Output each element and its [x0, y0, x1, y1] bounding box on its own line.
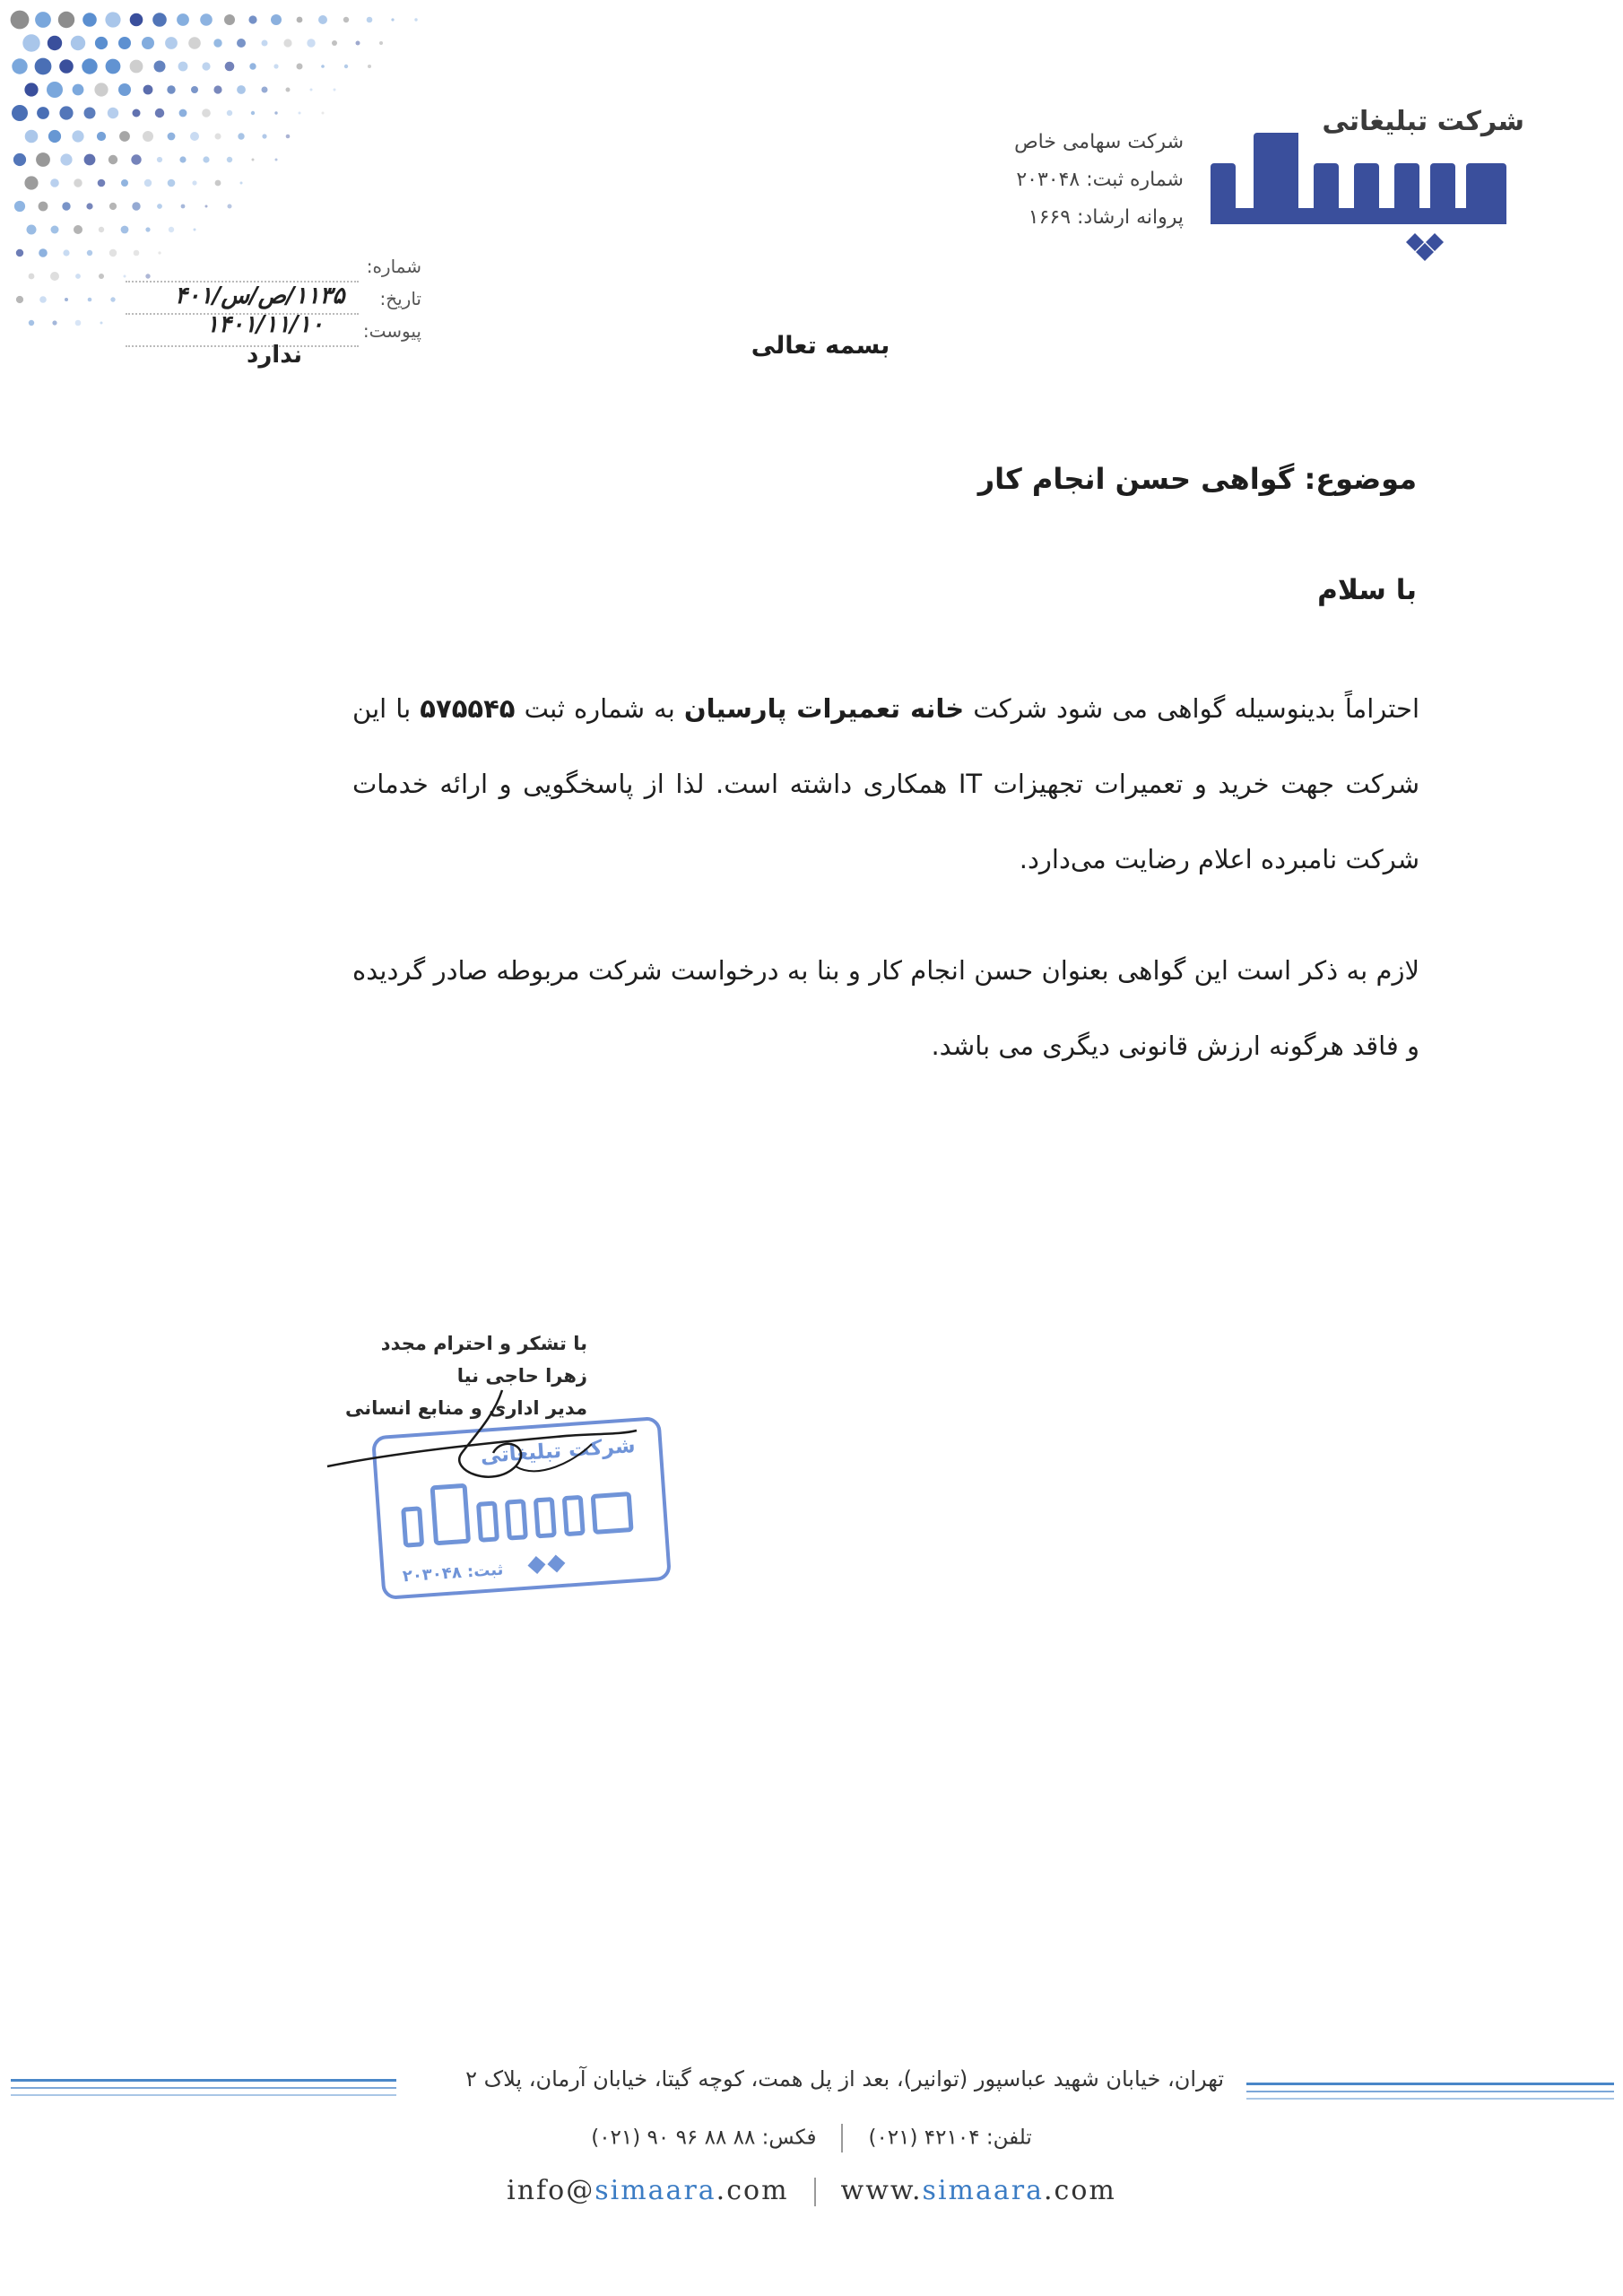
- decorative-dot: [168, 179, 176, 187]
- decorative-dot: [133, 109, 141, 117]
- decorative-dot: [262, 40, 268, 47]
- decorative-dot: [286, 135, 291, 139]
- decorative-dot: [202, 62, 210, 70]
- stamp-company: شرکت تبلیغاتی: [479, 1434, 637, 1469]
- decorative-dot: [14, 201, 25, 212]
- decorative-dot: [72, 130, 83, 142]
- invocation: بسمه تعالی: [751, 332, 890, 360]
- decorative-dot: [109, 203, 117, 210]
- company-name-bold: خانه تعمیرات پارسیان: [683, 693, 965, 724]
- decorative-dot: [95, 37, 108, 49]
- decorative-dot: [121, 226, 129, 234]
- decorative-dot: [181, 204, 186, 209]
- signature-closing: با تشکر و احترام مجدد: [380, 1333, 587, 1354]
- decorative-dot: [24, 83, 38, 96]
- decorative-dot: [157, 157, 162, 162]
- decorative-dot: [215, 134, 221, 140]
- decorative-dot: [71, 36, 85, 50]
- decorative-dot: [167, 85, 175, 93]
- footer-phone: تلفن: ۴۲۱۰۴ (۰۲۱): [868, 2126, 1032, 2150]
- footer-address: تهران، خیابان شهید عباسپور (توانیر)، بعد از پل همت، کوچه گیتا، خیابان آرمان، پلاک ۲: [465, 2066, 1224, 2092]
- signature-title: مدیر اداری و منابع انسانی: [344, 1397, 587, 1419]
- decorative-dot: [190, 132, 199, 141]
- decorative-dot: [225, 62, 235, 72]
- decorative-dot: [155, 109, 164, 117]
- decorative-dot: [22, 34, 39, 51]
- decorative-dot: [228, 204, 232, 209]
- decorative-dot: [179, 156, 186, 162]
- decorative-dot: [273, 64, 278, 68]
- decorative-dot: [82, 58, 97, 74]
- decorative-dot: [87, 250, 92, 256]
- decorative-dot: [152, 13, 167, 27]
- decorative-dot: [59, 59, 74, 74]
- company-tagline: شرکت تبلیغاتی: [1322, 106, 1524, 137]
- decorative-dot: [65, 298, 68, 301]
- decorative-dot: [74, 225, 82, 234]
- decorative-dot: [310, 89, 313, 91]
- decorative-dot: [94, 83, 108, 96]
- decorative-dot: [262, 134, 266, 138]
- decorative-dot: [213, 39, 221, 47]
- decorative-dot: [35, 58, 52, 75]
- decorative-dot: [51, 226, 59, 234]
- decorative-dot: [299, 112, 301, 115]
- decorative-dot: [213, 85, 221, 93]
- decorative-dot: [58, 12, 74, 28]
- decorative-dot: [130, 60, 143, 74]
- decorative-dot: [108, 155, 117, 164]
- decorative-dot: [194, 229, 196, 231]
- decorative-dot: [73, 84, 84, 96]
- decorative-dot: [74, 178, 82, 187]
- meta-number-value: ۱۱۳۵/ص/س/۴۰۱: [175, 283, 345, 309]
- decorative-dot: [227, 157, 232, 162]
- meta-attachment-label: پیوست:: [362, 320, 421, 342]
- decorative-dot: [119, 131, 130, 142]
- decorative-dot: [106, 59, 121, 74]
- company-license: پروانه ارشاد: ۱۶۶۹: [1028, 206, 1184, 229]
- decorative-dot: [12, 105, 28, 121]
- decorative-dot: [334, 89, 336, 91]
- decorative-dot: [35, 12, 51, 28]
- company-registration: شماره ثبت: ۲۰۳۰۴۸: [1016, 169, 1184, 191]
- footer-rule-left: [11, 2079, 396, 2100]
- decorative-dot: [237, 39, 246, 48]
- meta-date-label: تاریخ:: [379, 288, 421, 309]
- decorative-dot: [177, 13, 189, 26]
- decorative-dot: [215, 180, 221, 187]
- decorative-dot: [98, 179, 106, 187]
- decorative-dot: [169, 227, 174, 232]
- decorative-dot: [154, 61, 166, 73]
- decorative-dot: [16, 249, 23, 257]
- decorative-dot: [24, 176, 38, 189]
- stamp-diamonds-icon: [518, 1551, 574, 1578]
- decorative-dot: [63, 249, 69, 256]
- decorative-dot: [238, 133, 244, 139]
- registration-number-bold: ۵۷۵۵۴۵: [420, 693, 516, 724]
- company-type: شرکت سهامی خاص: [1014, 131, 1184, 153]
- decorative-dot: [414, 18, 417, 21]
- paragraph-1: احتراماً بدینوسیله گواهی می شود شرکت خانه تعمیرات پارسیان به شماره ثبت ۵۷۵۵۴۵ با این شرکت جهت خرید و تعمیرات تجهیزات IT همکاری داشته است. لذا از پاسخگویی و ارائه خدمات شرکت نامبرده اعلام رضایت می‌دارد.: [352, 693, 1420, 874]
- footer-separator: [841, 2124, 843, 2152]
- meta-attachment-value: ندارد: [247, 342, 303, 369]
- decorative-dot: [132, 202, 140, 210]
- logo-text: سیما آرا: [1202, 94, 1251, 111]
- decorative-dot: [262, 87, 268, 93]
- decorative-dot: [321, 65, 325, 68]
- decorative-dot: [99, 227, 104, 232]
- decorative-dot: [37, 107, 49, 119]
- decorative-dot: [50, 272, 59, 281]
- decorative-dot: [59, 106, 73, 119]
- paragraph-2: لازم به ذکر است این گواهی بعنوان حسن انجام کار و بنا به درخواست شرکت مربوطه صادر گردیده و فاقد هرگونه ارزش قانونی دیگری می باشد.: [352, 955, 1419, 1061]
- decorative-dot: [144, 179, 152, 187]
- decorative-dot: [251, 111, 255, 115]
- decorative-dot: [62, 202, 70, 210]
- decorative-dot: [165, 37, 178, 49]
- decorative-dot: [178, 62, 188, 72]
- decorative-dot: [27, 225, 37, 235]
- stamp-logo-text: سیما آرا: [344, 1469, 395, 1491]
- decorative-dot: [100, 322, 103, 325]
- decorative-dot: [157, 204, 162, 209]
- decorative-dot: [286, 88, 291, 92]
- decorative-dot: [368, 65, 371, 68]
- decorative-dot: [29, 274, 35, 280]
- decorative-dot: [227, 110, 232, 116]
- letter-meta: [126, 256, 421, 385]
- decorative-dot: [248, 15, 256, 23]
- decorative-dot: [274, 111, 277, 114]
- decorative-dot: [118, 37, 131, 49]
- decorative-dot: [191, 86, 198, 93]
- decorative-dot: [99, 274, 104, 279]
- decorative-dot: [322, 112, 325, 115]
- decorative-dot: [200, 13, 213, 26]
- simaara-logo: [1202, 94, 1520, 269]
- decorative-dot: [16, 296, 23, 303]
- decorative-dot: [11, 11, 30, 30]
- decorative-dot: [224, 14, 235, 25]
- decorative-dot: [39, 248, 48, 257]
- decorative-dot: [179, 109, 187, 117]
- decorative-dot: [39, 202, 48, 212]
- decorative-dot: [356, 41, 360, 46]
- decorative-dot: [75, 320, 82, 326]
- decorative-dot: [145, 227, 150, 231]
- decorative-dot: [105, 12, 120, 27]
- decorative-dot: [48, 36, 62, 50]
- decorative-dot: [29, 320, 34, 326]
- decorative-dot: [203, 156, 209, 162]
- footer-email[interactable]: info@simaara.com: [507, 2175, 789, 2206]
- decorative-dot: [82, 13, 97, 27]
- decorative-dot: [88, 298, 92, 302]
- decorative-dot: [13, 153, 26, 166]
- decorative-dot: [143, 131, 153, 142]
- decorative-dot: [84, 154, 96, 166]
- signature-name: زهرا حاجی نیا: [456, 1365, 587, 1387]
- decorative-dot: [307, 39, 315, 47]
- decorative-dot: [391, 18, 394, 21]
- decorative-dot: [205, 205, 208, 208]
- decorative-dot: [283, 39, 291, 47]
- decorative-dot: [192, 180, 196, 185]
- handwritten-signature: [323, 1381, 664, 1525]
- footer-contact: [0, 2124, 1623, 2152]
- footer-web-separator: [814, 2178, 816, 2206]
- decorative-dot: [318, 15, 327, 24]
- letter-greeting: با سلام: [1317, 574, 1417, 606]
- decorative-dot: [39, 296, 47, 303]
- meta-number-label: شماره:: [366, 256, 421, 277]
- decorative-dot: [48, 130, 61, 143]
- decorative-dot: [252, 159, 255, 161]
- decorative-dot: [343, 17, 349, 22]
- footer-fax: فکس: ۸۸ ۸۸ ۹۶ ۹۰ (۰۲۱): [591, 2126, 817, 2150]
- decorative-dot: [344, 65, 348, 68]
- decorative-dot: [297, 17, 303, 23]
- stamp-registration: ثبت: ۲۰۳۰۴۸: [402, 1560, 505, 1587]
- decorative-dot: [25, 130, 39, 144]
- decorative-dot: [297, 64, 303, 70]
- decorative-dot: [97, 132, 106, 141]
- decorative-dot: [240, 182, 243, 185]
- footer-web: [0, 2175, 1623, 2206]
- decorative-dot: [121, 179, 128, 187]
- decorative-dot: [237, 85, 246, 94]
- decorative-dot: [158, 251, 161, 254]
- decorative-dot: [84, 108, 96, 119]
- decorative-dot: [275, 159, 278, 161]
- decorative-dot: [142, 37, 154, 49]
- decorative-dot: [168, 133, 176, 141]
- decorative-dot: [249, 63, 256, 69]
- decorative-dot: [131, 154, 141, 164]
- decorative-dot: [188, 37, 201, 49]
- decorative-dot: [202, 109, 211, 117]
- meta-date-value: ۱۴۰۱/۱۱/۱۰: [206, 311, 324, 338]
- decorative-dot: [118, 83, 131, 96]
- footer-website[interactable]: www.simaara.com: [840, 2175, 1116, 2206]
- decorative-dot: [130, 13, 143, 27]
- decorative-dot: [109, 249, 117, 257]
- decorative-dot: [367, 17, 373, 23]
- decorative-dot: [36, 152, 50, 167]
- footer-rule-right: [1246, 2083, 1614, 2104]
- decorative-dot: [379, 41, 383, 45]
- decorative-dot: [52, 320, 56, 325]
- decorative-dot: [143, 85, 153, 95]
- decorative-dot: [332, 40, 337, 46]
- decorative-dot: [75, 274, 81, 279]
- decorative-dot: [50, 178, 59, 187]
- letter-subject: موضوع: گواهی حسن انجام کار: [977, 462, 1417, 496]
- decorative-dot: [47, 82, 63, 98]
- decorative-dot: [108, 108, 118, 118]
- decorative-dot: [86, 203, 92, 209]
- decorative-dot: [60, 153, 72, 165]
- company-info: [1014, 124, 1184, 237]
- decorative-dot: [12, 58, 27, 74]
- decorative-dot: [271, 14, 282, 25]
- decorative-dot: [110, 297, 115, 301]
